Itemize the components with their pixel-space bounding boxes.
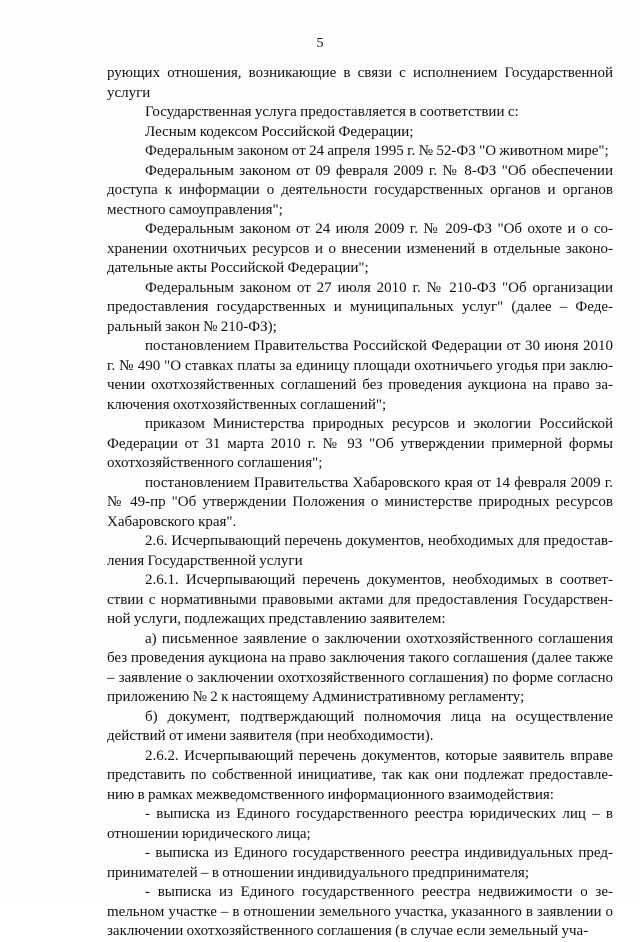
- list-item: б) документ, подтверждающий полномочия лица на осуществление действий от имени заявителя (при необходимости).: [107, 708, 613, 744]
- list-item: - выписка из Единого государственного реестра недвижимости о зеmельном участке – в отношении земельного участка, указанного в заявлении о заключении охотхозяйственного соглашения (в случае если земельный уча-: [107, 884, 613, 939]
- paragraph: Государственная услуга предоставляется в соответствии с:: [145, 104, 519, 120]
- paragraph: постановлением Правительства Российской Федерации от 30 июня 2010 г. № 490 "О ставках платы за единицу площади охотничьего угодья при заключении охотхозяйственных соглашений без проведения аукциона на право заключения охотхозяйственных соглашений";: [107, 338, 613, 413]
- list-item: а) письменное заявление о заключении охотхозяйственного соглашения без проведения аукциона на право заключения такого соглашения (далее также – заявление о заключении охотхозяйственного соглашения) по форме согласно приложению № 2 к настоящему Административному регламенту;: [107, 630, 613, 705]
- list-item: - выписка из Единого государственного реестра индивидуальных предпринимателей – в отношении индивидуального предпринимателя;: [107, 845, 613, 881]
- paragraph: Федеральным законом от 27 июля 2010 г. № 210-ФЗ "Об организации предоставления государственных и муниципальных услуг" (далее – Федеральный закон № 210-ФЗ);: [107, 279, 613, 335]
- section-heading: 2.6. Исчерпывающий перечень документов, необходимых для предоставления Государственной услуги: [107, 533, 613, 569]
- paragraph: 2.6.2. Исчерпывающий перечень документов, которые заявитель вправе представить по собственной инициативе, так как они подлежат предоставлению в рамках межведомственного информационного взаимодействия:: [107, 747, 613, 803]
- paragraph: Федеральным законом от 09 февраля 2009 г. № 8-ФЗ "Об обеспечении доступа к информации о деятельности государственных органов и органов местного самоуправления";: [107, 162, 613, 218]
- paragraph: Федеральным законом от 24 июля 2009 г. № 209-ФЗ "Об охоте и о сохранении охотничьих ресурсов и о внесении изменений в отдельные законодательные акты Российской Федерации";: [107, 221, 613, 276]
- paragraph: рующих отношения, возникающие в связи с исполнением Государственной услуги: [107, 65, 613, 101]
- paragraph: постановлением Правительства Хабаровского края от 14 февраля 2009 г. № 49-пр "Об утверждении Положения о министерстве природных ресурсов Хабаровского края".: [107, 474, 613, 530]
- paragraph: Федеральным законом от 24 апреля 1995 г. № 52-ФЗ "О животном мире";: [145, 143, 609, 159]
- document-body: [107, 64, 613, 942]
- paragraph: Лесным кодексом Российской Федерации;: [145, 123, 414, 140]
- page-number: 5: [316, 36, 324, 51]
- paragraph: приказом Министерства природных ресурсов и экологии Российской Федерации от 31 марта 2010 г. № 93 "Об утверждении примерной формы охотхозяйственного соглашения";: [107, 416, 613, 471]
- paragraph: 2.6.1. Исчерпывающий перечень документов, необходимых в соответствии с нормативными правовыми актами для предоставления Государственной услуги, подлежащих представлению заявителем:: [107, 572, 613, 627]
- list-item: - выписка из Единого государственного реестра юридических лиц – в отношении юридического лица;: [107, 806, 613, 842]
